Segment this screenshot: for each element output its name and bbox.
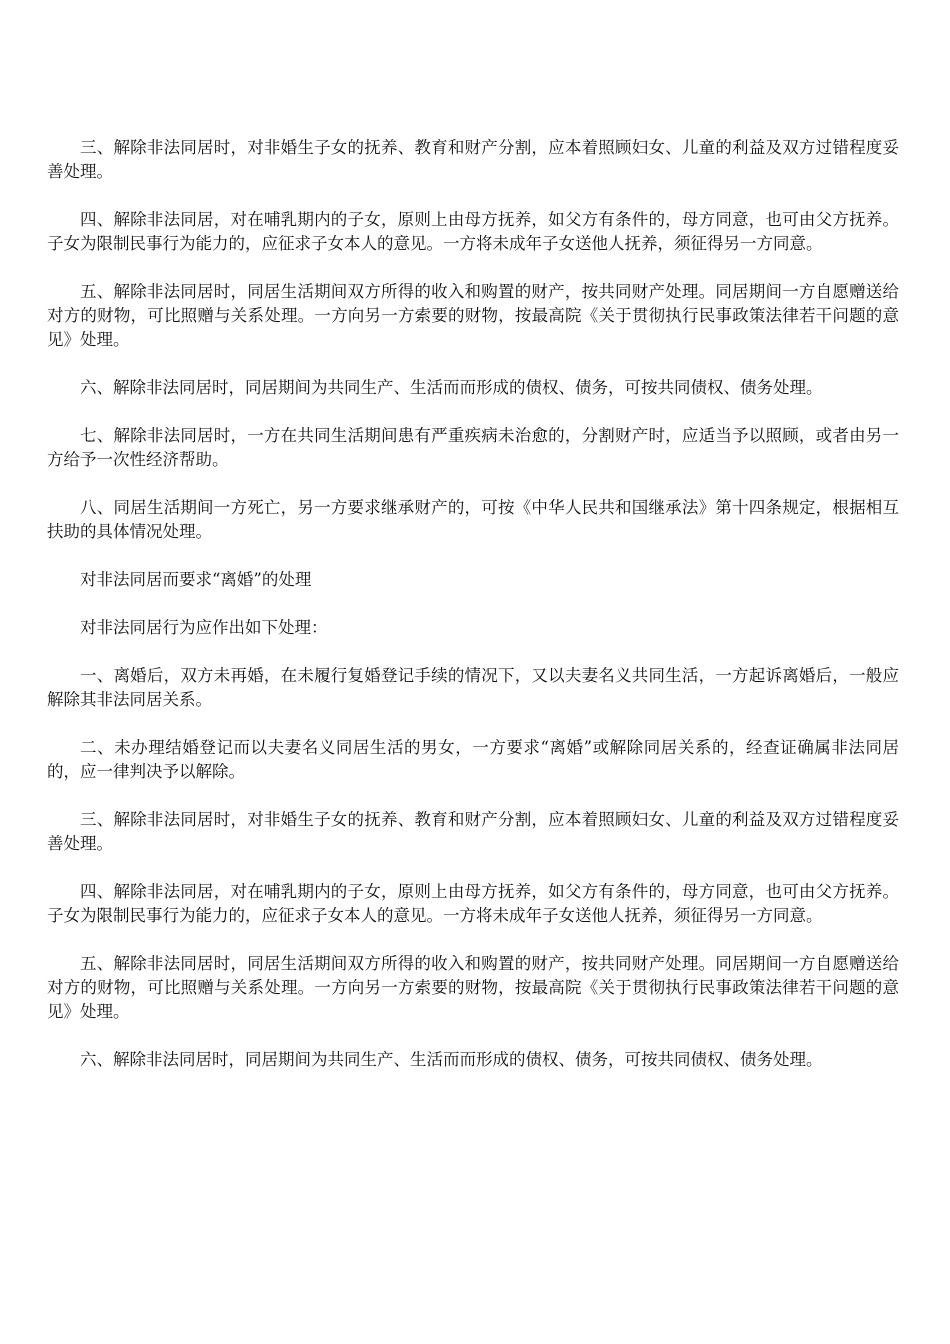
paragraph-10: 四、解除非法同居，对在哺乳期内的子女，原则上由母方抚养，如父方有条件的，母方同意，也可由父方抚养。子女为限制民事行为能力的，应征求子女本人的意见。一方将未成年子女送他人抚养，须征得另一方同意。 [47, 882, 899, 925]
paragraph-2: 四、解除非法同居，对在哺乳期内的子女，原则上由母方抚养，如父方有条件的，母方同意，也可由父方抚养。子女为限制民事行为能力的，应征求子女本人的意见。一方将未成年子女送他人抚养，须征得另一方同意。 [47, 210, 899, 253]
paragraph-1: 三、解除非法同居时，对非婚生子女的抚养、教育和财产分割，应本着照顾妇女、儿童的利益及双方过错程度妥善处理。 [47, 138, 899, 181]
document-body [47, 136, 899, 1072]
paragraph-6: 八、同居生活期间一方死亡，另一方要求继承财产的，可按《中华人民共和国继承法》第十四条规定，根据相互扶助的具体情况处理。 [47, 498, 899, 541]
paragraph-5: 七、解除非法同居时，一方在共同生活期间患有严重疾病未治愈的，分割财产时，应适当予以照顾，或者由另一方给予一次性经济帮助。 [47, 426, 899, 469]
paragraph-3: 五、解除非法同居时，同居生活期间双方所得的收入和购置的财产，按共同财产处理。同居期间一方自愿赠送给对方的财物，可比照赠与关系处理。一方向另一方索要的财物，按最高院《关于贯彻执行民事政策法律若干问题的意见》处理。 [47, 282, 899, 349]
paragraph-7: 一、离婚后，双方未再婚，在未履行复婚登记手续的情况下，又以夫妻名义共同生活，一方起诉离婚后，一般应解除其非法同居关系。 [47, 666, 899, 709]
section-intro: 对非法同居行为应作出如下处理： [80, 618, 328, 637]
paragraph-12: 六、解除非法同居时，同居期间为共同生产、生活而而形成的债权、债务，可按共同债权、债务处理。 [80, 1050, 823, 1069]
paragraph-4: 六、解除非法同居时，同居期间为共同生产、生活而而形成的债权、债务，可按共同债权、债务处理。 [80, 378, 823, 397]
section-heading: 对非法同居而要求“离婚”的处理 [80, 570, 312, 589]
paragraph-8: 二、未办理结婚登记而以夫妻名义同居生活的男女，一方要求“离婚”或解除同居关系的，经查证确属非法同居的，应一律判决予以解除。 [47, 738, 899, 781]
paragraph-11: 五、解除非法同居时，同居生活期间双方所得的收入和购置的财产，按共同财产处理。同居期间一方自愿赠送给对方的财物，可比照赠与关系处理。一方向另一方索要的财物，按最高院《关于贯彻执行民事政策法律若干问题的意见》处理。 [47, 954, 899, 1021]
paragraph-9: 三、解除非法同居时，对非婚生子女的抚养、教育和财产分割，应本着照顾妇女、儿童的利益及双方过错程度妥善处理。 [47, 810, 899, 853]
